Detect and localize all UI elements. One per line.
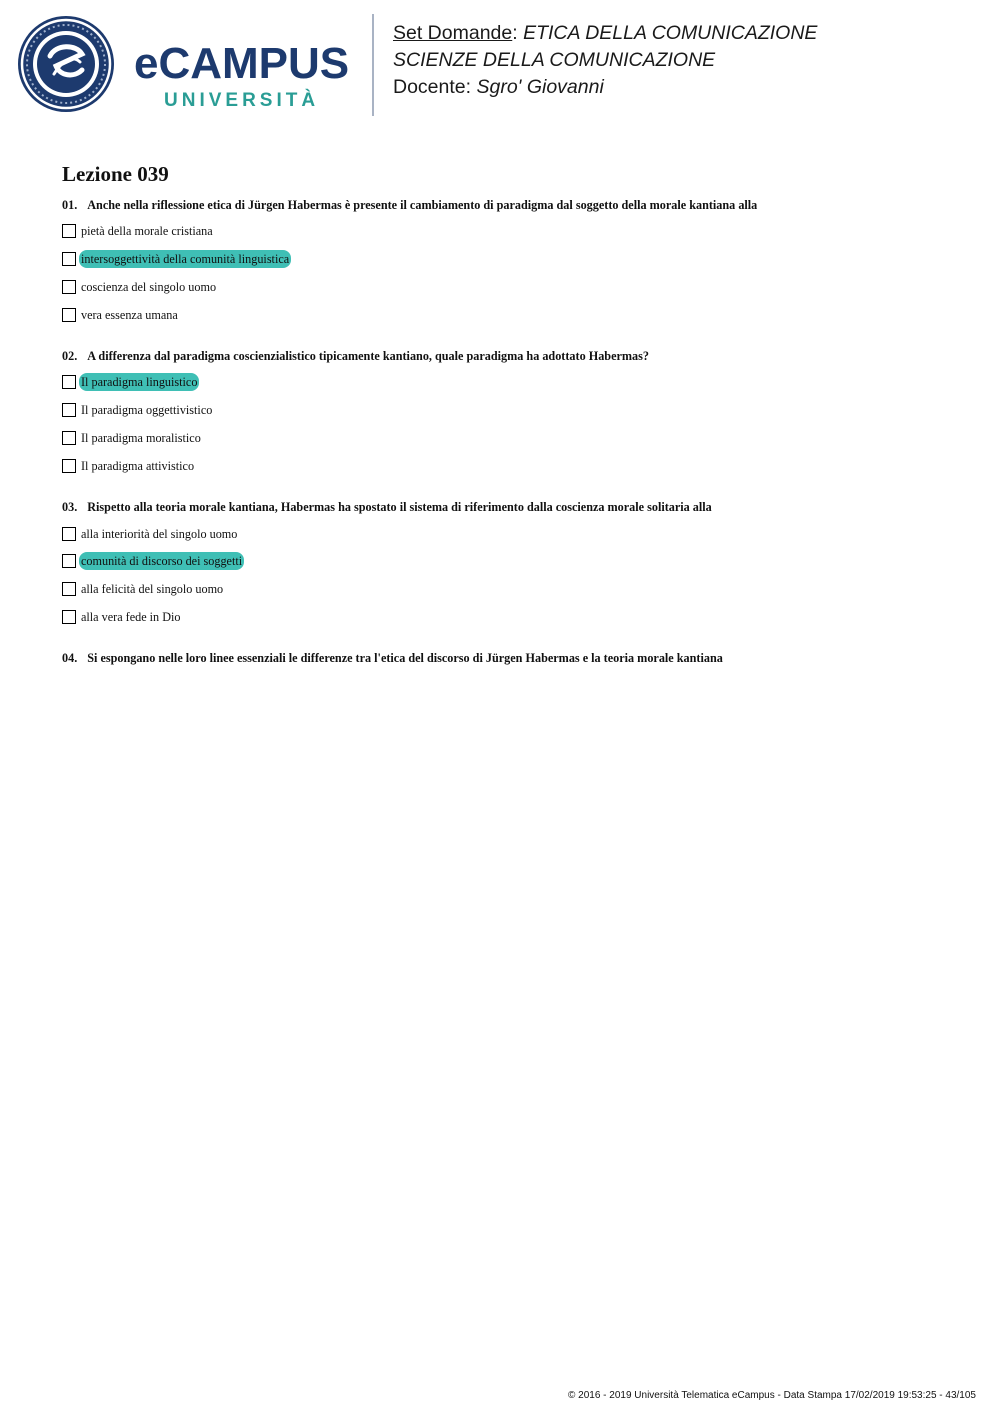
answer-checkbox[interactable] — [62, 610, 76, 624]
question-text — [62, 348, 962, 364]
question-text — [62, 650, 962, 666]
question-number: 01. — [62, 198, 78, 212]
logo-subtitle-text: UNIVERSITÀ — [164, 90, 320, 111]
ecampus-logo — [16, 14, 356, 118]
ecampus-logo-graphic — [16, 14, 356, 118]
answer-checkbox[interactable] — [62, 375, 76, 389]
question-number: 03. — [62, 500, 78, 514]
answer-label-highlighted: comunità di discorso dei soggetti — [81, 554, 243, 568]
question-04 — [62, 650, 962, 666]
page-footer: © 2016 - 2019 Università Telematica eCampus - Data Stampa 17/02/2019 19:53:25 - 43/105 — [568, 1390, 976, 1401]
answer-checkbox[interactable] — [62, 224, 76, 238]
answer-checkbox[interactable] — [62, 582, 76, 596]
answer-checkbox[interactable] — [62, 308, 76, 322]
question-01 — [62, 197, 962, 322]
answer-checkbox[interactable] — [62, 459, 76, 473]
answer-label: Il paradigma oggettivistico — [81, 403, 213, 417]
set-separator: : — [512, 22, 518, 44]
question-03 — [62, 499, 962, 624]
answer-label: Il paradigma attivistico — [81, 459, 195, 473]
course-name: ETICA DELLA COMUNICAZIONE — [523, 22, 818, 44]
answer-checkbox[interactable] — [62, 403, 76, 417]
answer-label: Il paradigma moralistico — [81, 431, 201, 445]
header-info — [393, 20, 817, 101]
answer-option[interactable] — [62, 250, 291, 268]
question-body: A differenza dal paradigma coscienzialistico tipicamente kantiano, quale paradigma ha adottato Habermas? — [87, 349, 649, 363]
program-name: SCIENZE DELLA COMUNICAZIONE — [393, 49, 716, 71]
question-body: Si espongano nelle loro linee essenziali le differenze tra l'etica del discorso di Jürgen Habermas e la teoria morale kantiana — [87, 651, 723, 665]
header-divider — [372, 14, 374, 116]
question-number: 02. — [62, 349, 78, 363]
answer-option[interactable] — [62, 429, 203, 447]
answer-checkbox[interactable] — [62, 554, 76, 568]
teacher-line — [393, 74, 817, 101]
answer-option[interactable] — [62, 552, 244, 570]
answer-label-highlighted: Il paradigma linguistico — [81, 375, 198, 389]
answer-label-highlighted: intersoggettività della comunità linguistica — [81, 252, 290, 266]
answer-option[interactable] — [62, 222, 215, 240]
answer-option[interactable] — [62, 278, 218, 296]
question-number: 04. — [62, 651, 78, 665]
answer-checkbox[interactable] — [62, 280, 76, 294]
teacher-label: Docente: — [393, 76, 472, 98]
question-body: Anche nella riflessione etica di Jürgen Habermas è presente il cambiamento di paradigma dal soggetto della morale kantiana alla — [87, 198, 758, 212]
answer-option[interactable] — [62, 401, 214, 419]
question-body: Rispetto alla teoria morale kantiana, Habermas ha spostato il sistema di riferimento dalla coscienza morale solitaria alla — [87, 500, 712, 514]
answer-label: coscienza del singolo uomo — [81, 280, 217, 294]
answer-option[interactable] — [62, 373, 199, 391]
answer-label: pietà della morale cristiana — [81, 224, 213, 238]
answer-label: alla felicità del singolo uomo — [81, 582, 224, 596]
answer-checkbox[interactable] — [62, 252, 76, 266]
answer-option[interactable] — [62, 608, 182, 626]
answer-option[interactable] — [62, 580, 225, 598]
answer-label: vera essenza umana — [81, 308, 178, 322]
logo-brand-text: eCAMPUS — [134, 39, 350, 88]
question-text — [62, 499, 962, 515]
answer-option[interactable] — [62, 525, 239, 543]
set-label: Set Domande — [393, 22, 513, 44]
course-line — [393, 20, 817, 47]
answer-label: alla interiorità del singolo uomo — [81, 527, 238, 541]
answer-option[interactable] — [62, 306, 180, 324]
question-text — [62, 197, 962, 213]
teacher-name: Sgro' Giovanni — [476, 76, 604, 98]
answer-label: alla vera fede in Dio — [81, 610, 181, 624]
answer-checkbox[interactable] — [62, 431, 76, 445]
answer-option[interactable] — [62, 457, 196, 475]
lesson-title: Lezione 039 — [62, 162, 169, 186]
answer-checkbox[interactable] — [62, 527, 76, 541]
question-02 — [62, 348, 962, 473]
